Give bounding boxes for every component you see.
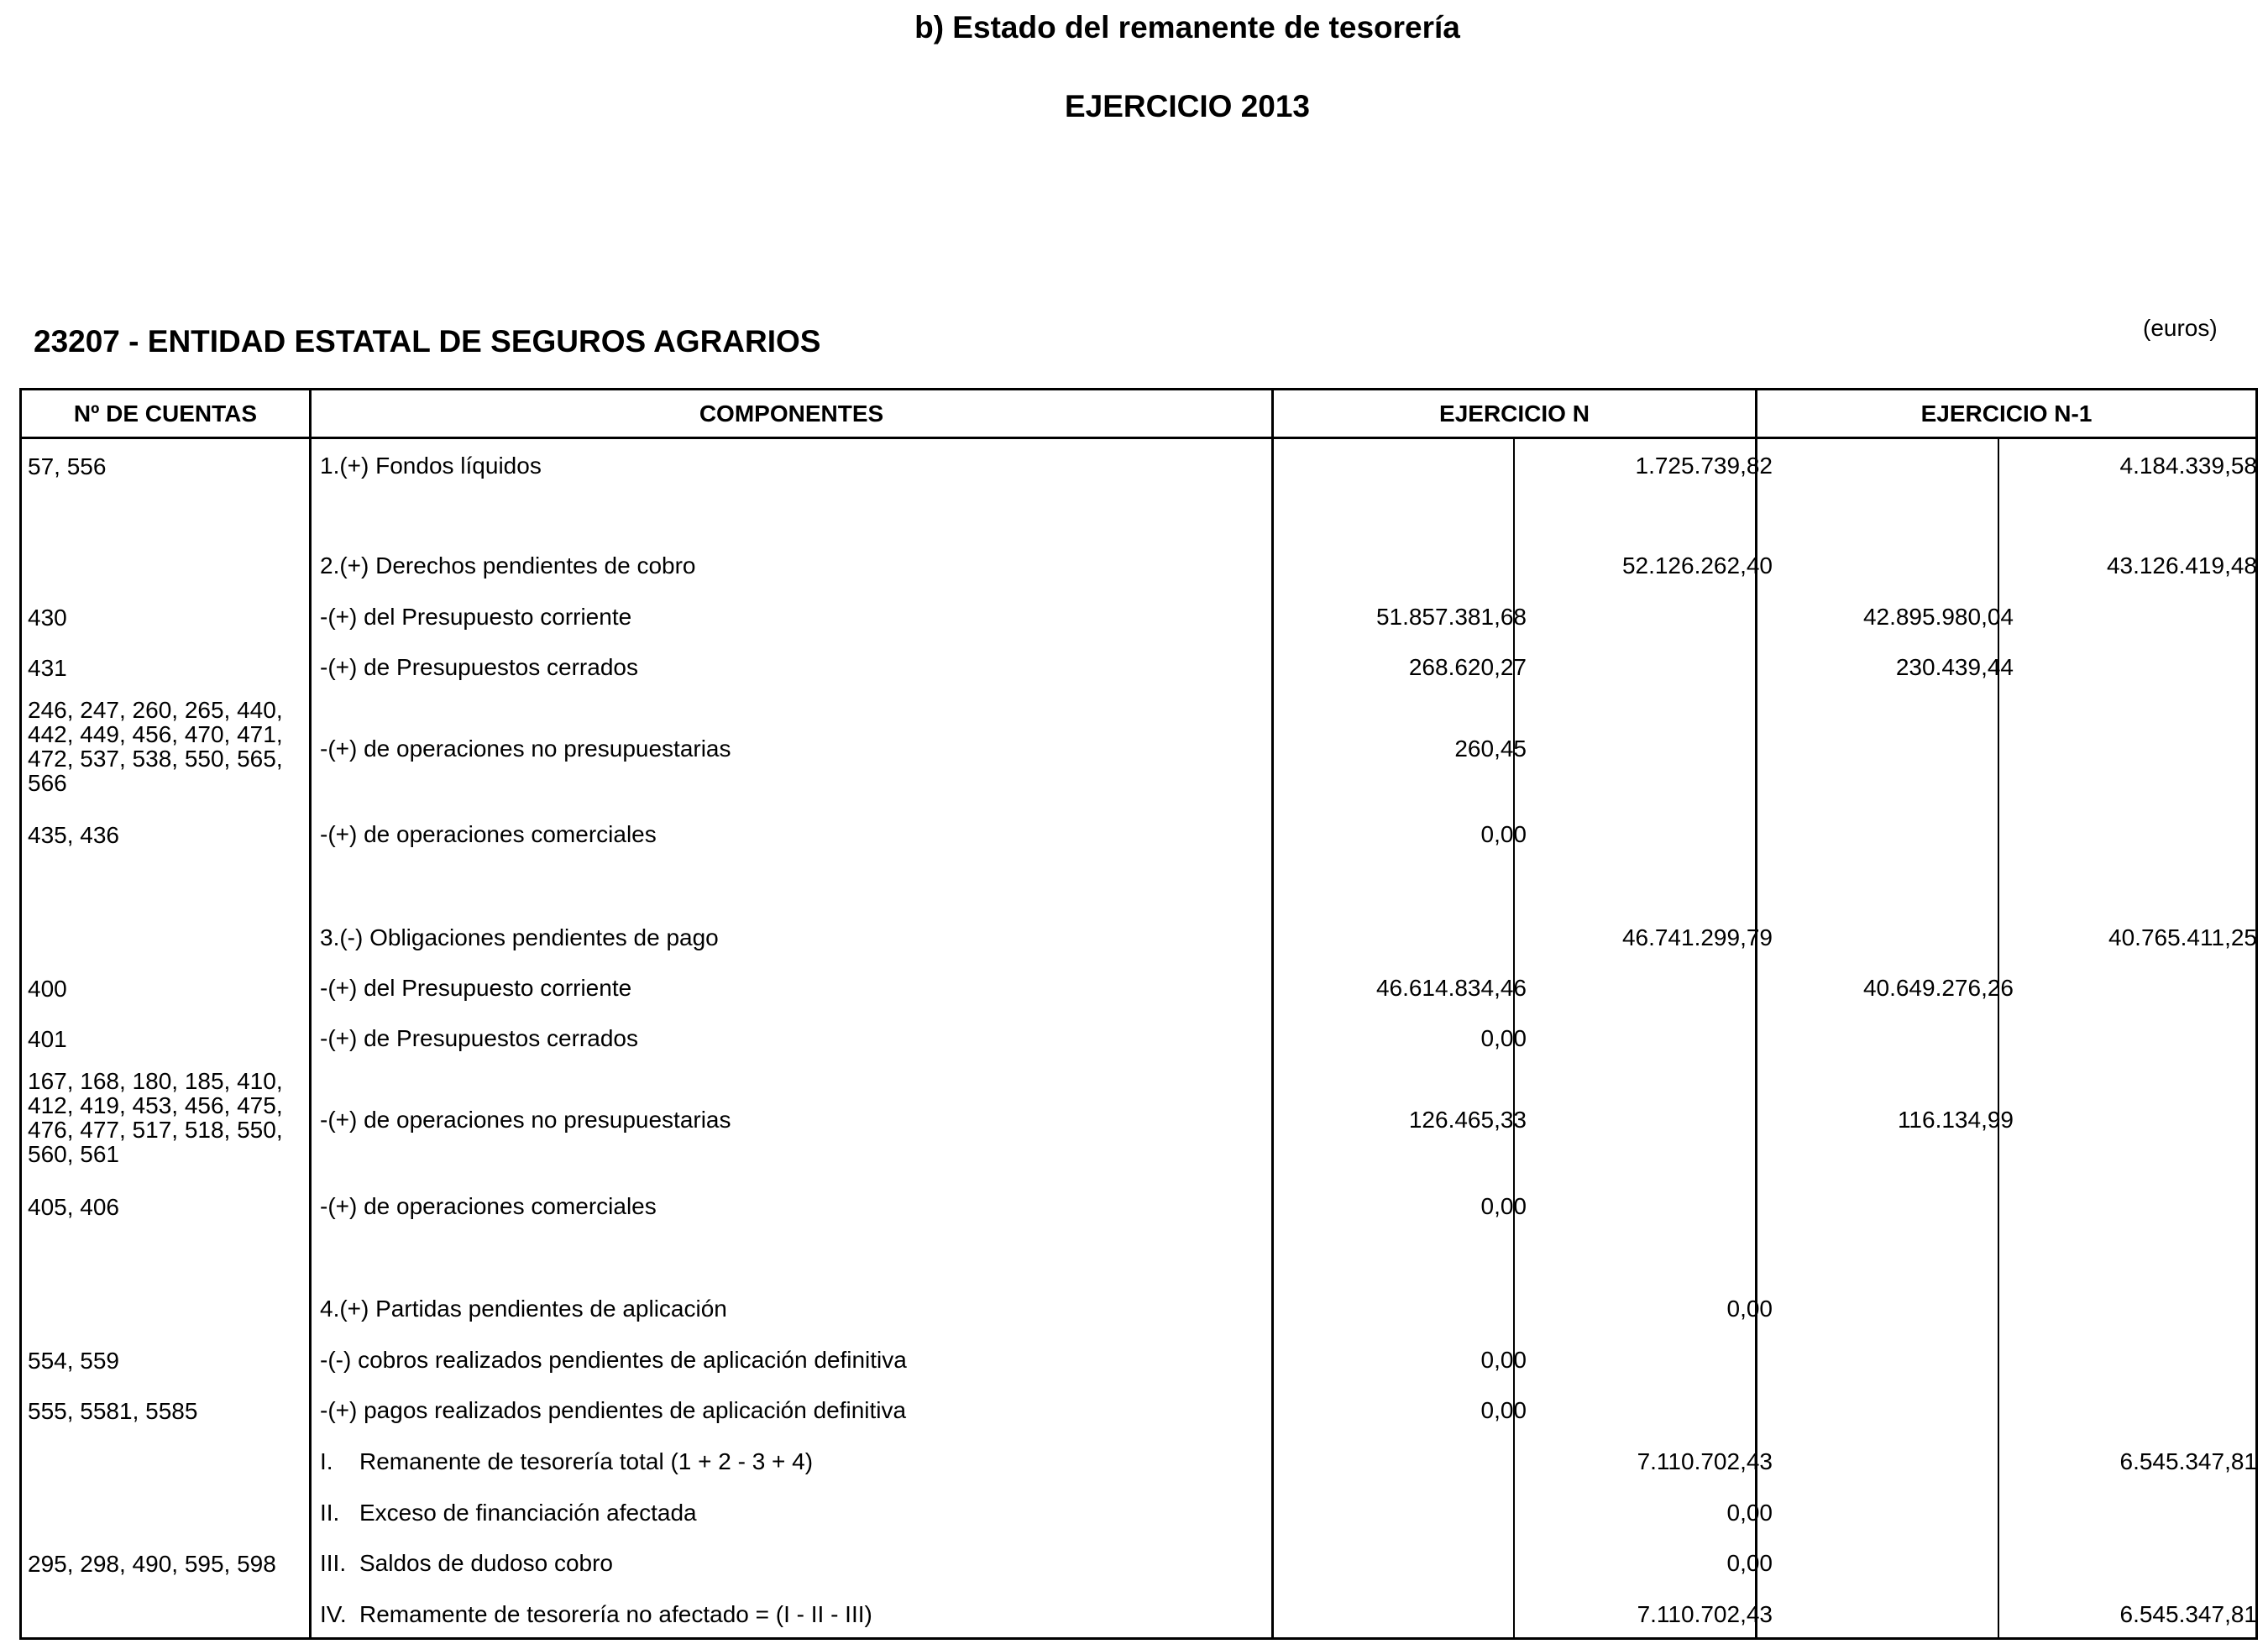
component-text: -(+) de operaciones no presupuestarias <box>320 1107 731 1133</box>
table-row <box>22 1495 2255 1531</box>
table-row <box>22 1020 2255 1057</box>
component-text: Exceso de financiación afectada <box>359 1500 697 1526</box>
year-n1-detail-value: 230.439,44 <box>1895 654 2014 680</box>
component-text: -(-) cobros realizados pendientes de aplicación definitiva <box>320 1347 907 1373</box>
component-label <box>320 599 631 636</box>
year-n1-total-value: 4.184.339,58 <box>2119 453 2257 479</box>
table-row <box>22 919 2255 956</box>
year-n1-detail-value: 40.649.276,26 <box>1862 975 2014 1001</box>
component-text: -(+) pagos realizados pendientes de aplicación definitiva <box>320 1397 907 1423</box>
account-numbers: 400 <box>28 976 67 1002</box>
component-text: -(+) de operaciones comerciales <box>320 1193 657 1219</box>
account-numbers: 57, 556 <box>28 453 107 479</box>
year-n1-detail-value: 116.134,99 <box>1897 1107 2014 1133</box>
component-label <box>320 919 719 956</box>
table-row <box>22 1188 2255 1225</box>
component-label <box>320 649 638 686</box>
year-n-total-value: 0,00 <box>1726 1500 1773 1526</box>
component-label <box>320 1596 872 1633</box>
component-label <box>320 1069 731 1171</box>
component-text: -(+) del Presupuesto corriente <box>320 604 632 630</box>
component-label <box>320 1443 813 1480</box>
roman-numeral: III. <box>320 1550 347 1576</box>
component-label <box>320 1188 657 1225</box>
component-label <box>320 1342 907 1379</box>
account-numbers: 554, 559 <box>28 1348 119 1374</box>
component-text: Remamente de tesorería no afectado = (I - II - III) <box>359 1601 872 1627</box>
table-row <box>22 547 2255 584</box>
year-n-detail-value: 51.857.381,68 <box>1375 604 1527 630</box>
component-label <box>320 1392 906 1429</box>
year-n-detail-value: 0,00 <box>1480 1397 1527 1423</box>
year-n-total-value: 7.110.702,43 <box>1637 1448 1773 1474</box>
year-n-detail-value: 0,00 <box>1480 1193 1527 1219</box>
account-numbers: 295, 298, 490, 595, 598 <box>28 1551 276 1577</box>
roman-numeral: I. <box>320 1448 333 1474</box>
component-text: -(+) del Presupuesto corriente <box>320 975 632 1001</box>
table-row <box>22 1443 2255 1480</box>
year-n1-total-value: 6.545.347,81 <box>2119 1601 2257 1627</box>
account-numbers: 405, 406 <box>28 1194 119 1220</box>
table-row <box>22 816 2255 853</box>
component-label <box>320 816 657 853</box>
year-n-detail-value: 0,00 <box>1480 1025 1527 1051</box>
year-n-total-value: 0,00 <box>1726 1550 1773 1576</box>
component-text: 4.(+) Partidas pendientes de aplicación <box>320 1296 727 1322</box>
header-year-n1: EJERCICIO N-1 <box>1920 401 2093 427</box>
year-n-detail-value: 46.614.834,46 <box>1375 975 1527 1001</box>
year-n-total-value: 1.725.739,82 <box>1635 453 1773 479</box>
year-n-total-value: 0,00 <box>1726 1296 1773 1322</box>
account-numbers: 167, 168, 180, 185, 410, 412, 419, 453, 456, 475, 476, 477, 517, 518, 550, 560, 561 <box>28 1068 283 1167</box>
table-row <box>22 448 2255 484</box>
year-n-detail-value: 126.465,33 <box>1408 1107 1527 1133</box>
table-row <box>22 649 2255 686</box>
component-text: -(+) de Presupuestos cerrados <box>320 1025 638 1051</box>
page-subtitle: EJERCICIO 2013 <box>1064 89 1311 123</box>
component-label <box>320 547 696 584</box>
table-row <box>22 1545 2255 1582</box>
table-row <box>22 1342 2255 1379</box>
table-row <box>22 1291 2255 1327</box>
account-numbers: 401 <box>28 1026 67 1052</box>
header-year-n: EJERCICIO N <box>1439 401 1590 427</box>
component-text: Remanente de tesorería total (1 + 2 - 3 + 4) <box>359 1448 814 1474</box>
roman-numeral: II. <box>320 1500 340 1526</box>
year-n-detail-value: 260,45 <box>1454 736 1527 762</box>
component-label <box>320 970 631 1007</box>
year-n-total-value: 46.741.299,79 <box>1621 924 1773 950</box>
component-label <box>320 448 542 484</box>
year-n1-total-value: 43.126.419,48 <box>2106 552 2257 579</box>
component-text: -(+) de Presupuestos cerrados <box>320 654 638 680</box>
year-n-detail-value: 0,00 <box>1480 821 1527 847</box>
year-n1-detail-value: 42.895.980,04 <box>1862 604 2014 630</box>
header-accounts: Nº DE CUENTAS <box>73 401 258 427</box>
year-n-total-value: 7.110.702,43 <box>1637 1601 1773 1627</box>
units-label: (euros) <box>2143 315 2218 341</box>
header-divider <box>22 437 2255 439</box>
table-row <box>22 970 2255 1007</box>
entity-name: 23207 - ENTIDAD ESTATAL DE SEGUROS AGRARIOS <box>34 324 821 359</box>
component-text: -(+) de operaciones comerciales <box>320 821 657 847</box>
component-label <box>320 1495 697 1531</box>
component-label <box>320 1545 613 1582</box>
account-numbers: 435, 436 <box>28 822 119 848</box>
treasury-table <box>19 388 2258 1640</box>
table-row <box>22 1392 2255 1429</box>
component-text: 2.(+) Derechos pendientes de cobro <box>320 552 696 579</box>
table-row <box>22 1069 2255 1171</box>
component-label <box>320 1020 638 1057</box>
account-numbers: 431 <box>28 655 67 681</box>
table-row <box>22 698 2255 800</box>
component-text: Saldos de dudoso cobro <box>359 1550 613 1576</box>
component-text: 3.(-) Obligaciones pendientes de pago <box>320 924 719 950</box>
year-n1-total-value: 6.545.347,81 <box>2119 1448 2257 1474</box>
roman-numeral: IV. <box>320 1601 347 1627</box>
year-n1-total-value: 40.765.411,25 <box>2108 924 2257 950</box>
component-label <box>320 1291 727 1327</box>
component-label <box>320 698 731 800</box>
page-title: b) Estado del remanente de tesorería <box>914 10 1460 45</box>
account-numbers: 555, 5581, 5585 <box>28 1398 198 1424</box>
component-text: 1.(+) Fondos líquidos <box>320 453 542 479</box>
component-text: -(+) de operaciones no presupuestarias <box>320 736 731 762</box>
header-components: COMPONENTES <box>699 401 884 427</box>
account-numbers: 246, 247, 260, 265, 440, 442, 449, 456, 470, 471, 472, 537, 538, 550, 565, 566 <box>28 697 283 796</box>
table-row <box>22 599 2255 636</box>
year-n-total-value: 52.126.262,40 <box>1621 552 1773 579</box>
year-n-detail-value: 0,00 <box>1480 1347 1527 1373</box>
year-n-detail-value: 268.620,27 <box>1408 654 1527 680</box>
account-numbers: 430 <box>28 605 67 631</box>
table-row <box>22 1596 2255 1633</box>
